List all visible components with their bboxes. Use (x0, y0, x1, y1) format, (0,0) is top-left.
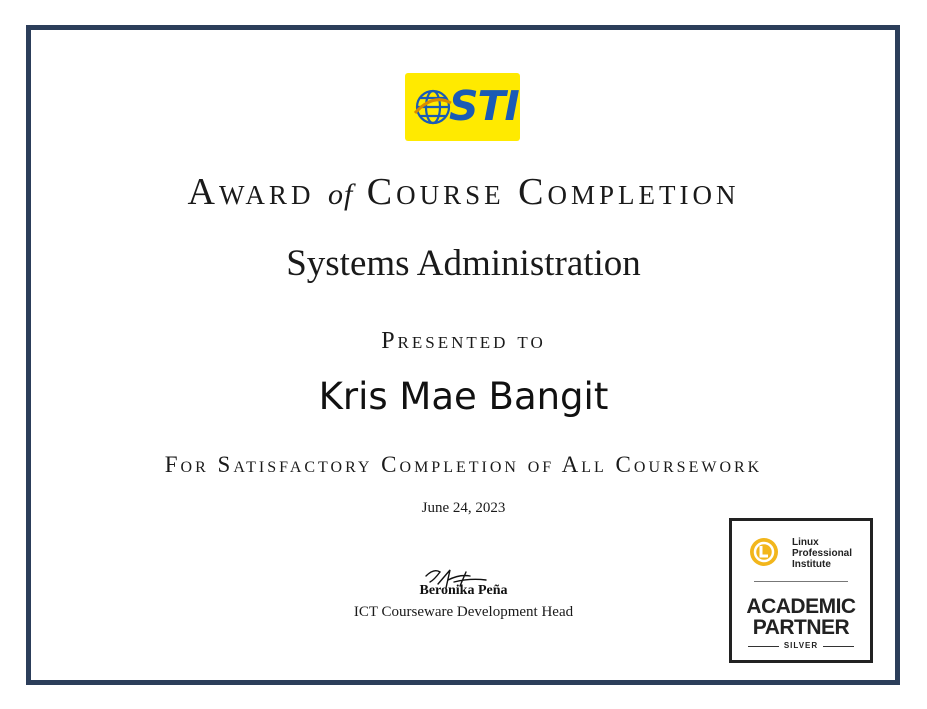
badge-divider (754, 581, 848, 582)
signatory-name: Beronika Peña (419, 583, 508, 598)
course-name: Systems Administration (286, 243, 641, 284)
badge-partner: PARTNER (752, 616, 850, 639)
badge-tier: SILVER (783, 641, 819, 650)
lpi-org-line1: Linux (792, 537, 819, 548)
signatory-title: ICT Courseware Development Head (353, 604, 574, 620)
logo-text: STI (449, 82, 519, 130)
globe-icon (413, 83, 453, 131)
badge-tier-row (748, 641, 854, 651)
title-of: of (327, 178, 354, 211)
title-part1: Award (187, 171, 315, 213)
tier-line-right (823, 646, 854, 647)
lpi-org-name (792, 537, 852, 570)
recipient-name: Kris Mae Bangit (318, 375, 609, 418)
award-date: June 24, 2023 (421, 500, 506, 516)
award-title (0, 168, 927, 219)
tier-line-left (748, 646, 779, 647)
lpi-org-line3: Institute (792, 559, 831, 570)
sti-logo (405, 73, 520, 141)
lpi-logo-icon (749, 537, 779, 567)
presented-to-label: Presented to (381, 328, 546, 354)
lpi-academic-partner-badge (729, 518, 873, 663)
title-part2: Course Completion (366, 171, 740, 213)
completion-statement: For Satisfactory Completion of All Coursework (164, 452, 763, 477)
lpi-org-line2: Professional (792, 548, 853, 559)
badge-academic: ACADEMIC (746, 595, 856, 618)
